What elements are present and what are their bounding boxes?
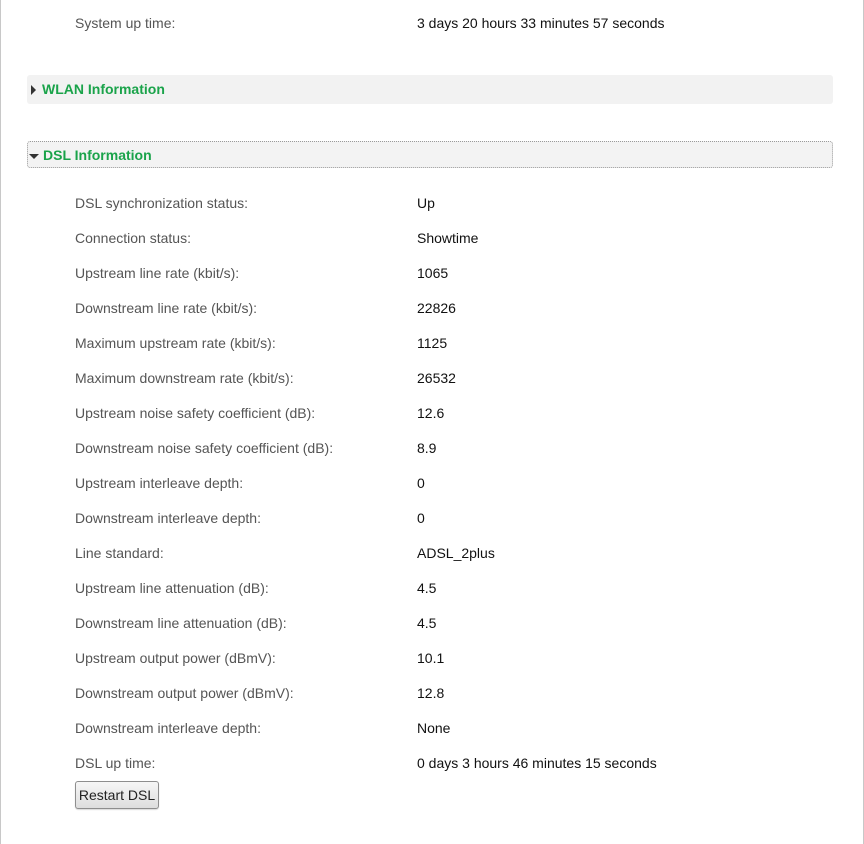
dsl-info-value: 0 days 3 hours 46 minutes 15 seconds	[417, 755, 657, 771]
dsl-info-row	[75, 753, 835, 773]
dsl-info-value: ADSL_2plus	[417, 545, 495, 561]
dsl-info-label: Upstream line rate (kbit/s):	[75, 265, 240, 281]
dsl-information-header[interactable]	[27, 141, 833, 168]
dsl-info-row	[75, 578, 835, 598]
wlan-information-title: WLAN Information	[42, 81, 165, 97]
dsl-info-value: 4.5	[417, 580, 437, 596]
system-uptime-row	[75, 13, 835, 33]
dsl-info-label: Downstream output power (dBmV):	[75, 685, 294, 701]
dsl-info-label: Downstream noise safety coefficient (dB):	[75, 440, 334, 456]
dsl-info-label: Maximum downstream rate (kbit/s):	[75, 370, 294, 386]
dsl-info-label: Downstream interleave depth:	[75, 720, 261, 736]
dsl-info-row	[75, 683, 835, 703]
system-uptime-label: System up time:	[75, 15, 176, 31]
dsl-info-row	[75, 508, 835, 528]
dsl-info-value: 1125	[417, 335, 448, 351]
system-uptime-value: 3 days 20 hours 33 minutes 57 seconds	[417, 15, 665, 31]
dsl-info-row	[75, 263, 835, 283]
dsl-info-label: Upstream interleave depth:	[75, 475, 244, 491]
dsl-info-value: 10.1	[417, 650, 445, 666]
dsl-info-label: Line standard:	[75, 545, 164, 561]
dsl-info-label: Upstream output power (dBmV):	[75, 650, 276, 666]
dsl-info-value: 22826	[417, 300, 456, 316]
dsl-info-label: Maximum upstream rate (kbit/s):	[75, 335, 276, 351]
dsl-info-row	[75, 368, 835, 388]
dsl-info-row	[75, 648, 835, 668]
dsl-info-label: DSL up time:	[75, 755, 156, 771]
wlan-information-header[interactable]	[27, 75, 833, 104]
dsl-info-label: DSL synchronization status:	[75, 195, 249, 211]
dsl-info-value: 4.5	[417, 615, 437, 631]
dsl-info-value: Up	[417, 195, 435, 211]
dsl-info-label: Upstream noise safety coefficient (dB):	[75, 405, 316, 421]
dsl-info-value: 1065	[417, 265, 449, 281]
restart-dsl-button[interactable]: Restart DSL	[75, 781, 159, 809]
expand-arrow-icon	[31, 85, 36, 95]
dsl-info-row	[75, 613, 835, 633]
dsl-info-label: Downstream interleave depth:	[75, 510, 261, 526]
dsl-info-label: Downstream line attenuation (dB):	[75, 615, 287, 631]
dsl-info-value: 8.9	[417, 440, 437, 456]
dsl-info-label: Connection status:	[75, 230, 191, 246]
dsl-info-value: 0	[417, 510, 425, 526]
dsl-info-row	[75, 193, 835, 213]
dsl-info-row	[75, 718, 835, 738]
dsl-info-row	[75, 228, 835, 248]
dsl-info-row	[75, 543, 835, 563]
dsl-info-row	[75, 473, 835, 493]
dsl-info-label: Downstream line rate (kbit/s):	[75, 300, 258, 316]
dsl-info-value: 0	[417, 475, 425, 491]
dsl-info-row	[75, 333, 835, 353]
dsl-info-value: 26532	[417, 370, 456, 386]
dsl-info-row	[75, 403, 835, 423]
dsl-info-label: Upstream line attenuation (dB):	[75, 580, 269, 596]
dsl-info-value: 12.8	[417, 685, 445, 701]
dsl-info-value: None	[417, 720, 451, 736]
collapse-arrow-icon	[29, 154, 39, 159]
dsl-info-value: 12.6	[417, 405, 445, 421]
dsl-info-value: Showtime	[417, 230, 479, 246]
dsl-info-row	[75, 438, 835, 458]
dsl-info-row	[75, 298, 835, 318]
dsl-information-title: DSL Information	[43, 147, 152, 163]
